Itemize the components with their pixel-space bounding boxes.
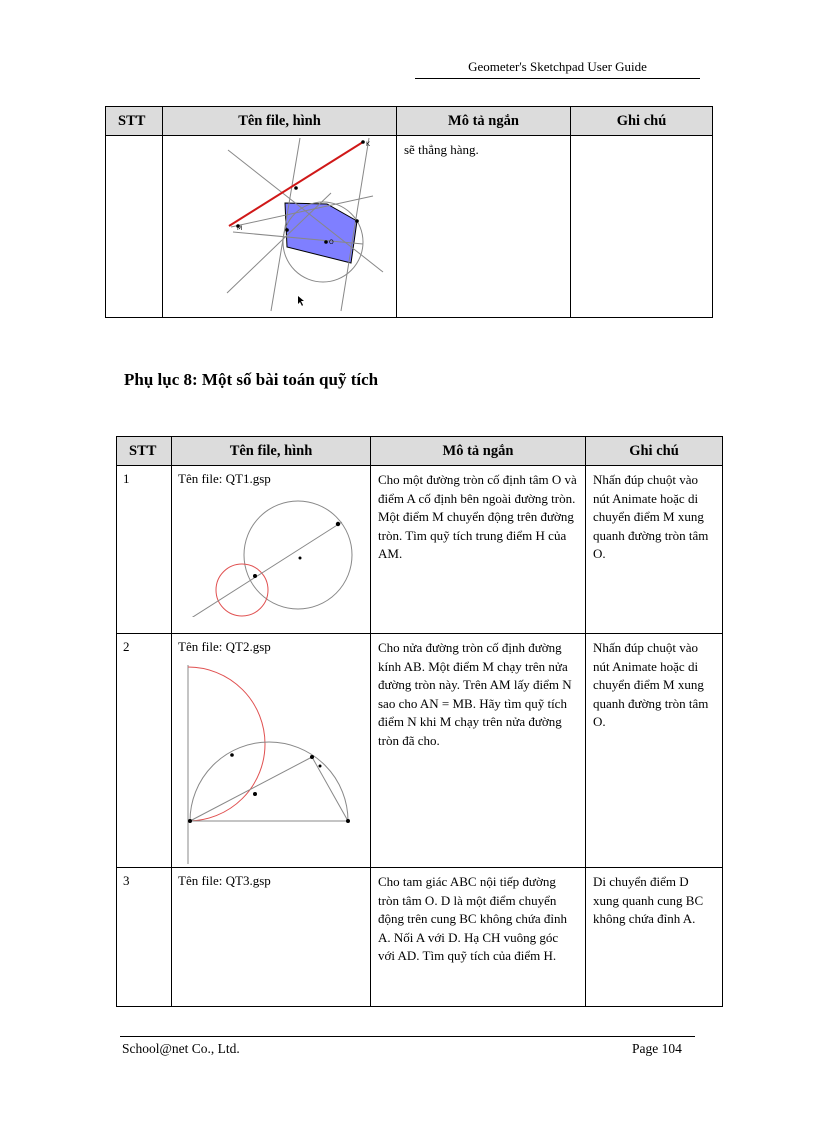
section-heading: Phụ lục 8: Một số bài toán quỹ tích — [124, 370, 379, 389]
description-cell: Cho một đường tròn cố định tâm O và điểm A cố định bên ngoài đường tròn. Một điểm M chuyển động trên đường tròn. Tìm quỹ tích trung điểm H của AM. — [371, 466, 586, 634]
point-label: M — [237, 225, 243, 232]
qt1-figure — [172, 489, 369, 617]
stt-cell: 1 — [117, 466, 172, 634]
table-row — [117, 466, 723, 634]
point-label: O — [329, 239, 334, 246]
point — [294, 186, 298, 190]
cursor-icon — [298, 296, 304, 306]
col-note: Ghi chú — [586, 437, 723, 466]
line-am — [185, 522, 342, 617]
table-row — [117, 634, 723, 868]
locus-table — [116, 436, 723, 1007]
point-b — [346, 819, 350, 823]
footer-divider — [120, 1036, 695, 1037]
continuation-table — [105, 106, 713, 318]
table-header-row — [117, 437, 723, 466]
figure-cell — [163, 136, 397, 318]
point-m — [336, 521, 340, 525]
page-header: Geometer's Sketchpad User Guide — [415, 58, 700, 79]
footer-company: School@net Co., Ltd. — [122, 1041, 240, 1056]
table-row — [117, 868, 723, 1007]
stt-cell: 3 — [117, 868, 172, 1007]
note-cell: Nhấn đúp chuột vào nút Animate hoặc di chuyển điểm M xung quanh đường tròn tâm O. — [586, 634, 723, 868]
point — [324, 240, 328, 244]
point-label: K — [366, 141, 370, 148]
point — [230, 753, 234, 757]
point — [361, 140, 365, 144]
note-cell — [571, 136, 713, 318]
file-cell — [172, 466, 371, 634]
point-n — [253, 792, 257, 796]
note-cell: Di chuyển điểm D xung quanh cung BC không chứa đỉnh A. — [586, 868, 723, 1007]
point — [355, 219, 359, 223]
description-cell: sẽ thẳng hàng. — [397, 136, 571, 318]
point — [285, 228, 289, 232]
table-header-row — [106, 107, 713, 136]
point-m — [310, 755, 314, 759]
qt2-figure — [172, 657, 369, 865]
semicircle — [190, 742, 348, 821]
page-number: Page 104 — [632, 1041, 682, 1056]
point-a — [188, 819, 192, 823]
col-stt: STT — [117, 437, 172, 466]
description-cell: Cho nửa đường tròn cố định đường kính AB. Một điểm M chạy trên nửa đường tròn này. Trên AM lấy điểm N sao cho AN = MB. Hãy tìm quỹ tích điểm N khi M chạy trên nửa đường tròn đã cho. — [371, 634, 586, 868]
segment-am — [190, 757, 312, 821]
file-cell — [172, 634, 371, 868]
point-o — [299, 556, 302, 559]
locus-circle — [216, 564, 268, 616]
file-name: Tên file: QT1.gsp — [178, 471, 271, 486]
col-file: Tên file, hình — [172, 437, 371, 466]
file-name: Tên file: QT2.gsp — [178, 639, 271, 654]
point — [319, 764, 322, 767]
description-cell: Cho tam giác ABC nội tiếp đường tròn tâm O. D là một điểm chuyển động trên cung BC không chứa đỉnh A. Nối A với D. Hạ CH vuông góc với AD. Tìm quỹ tích của điểm H. — [371, 868, 586, 1007]
file-cell — [172, 868, 371, 1007]
table-row — [106, 136, 713, 318]
stt-cell — [106, 136, 163, 318]
point-h — [253, 574, 257, 578]
col-file: Tên file, hình — [163, 107, 397, 136]
collinear-figure — [163, 136, 395, 316]
col-note: Ghi chú — [571, 107, 713, 136]
col-description: Mô tả ngắn — [397, 107, 571, 136]
stt-cell: 2 — [117, 634, 172, 868]
segment-mb — [312, 757, 348, 821]
col-description: Mô tả ngắn — [371, 437, 586, 466]
file-name: Tên file: QT3.gsp — [178, 873, 271, 888]
circle-o — [244, 501, 352, 609]
note-cell: Nhấn đúp chuột vào nút Animate hoặc di chuyển điểm M xung quanh đường tròn tâm O. — [586, 466, 723, 634]
col-stt: STT — [106, 107, 163, 136]
